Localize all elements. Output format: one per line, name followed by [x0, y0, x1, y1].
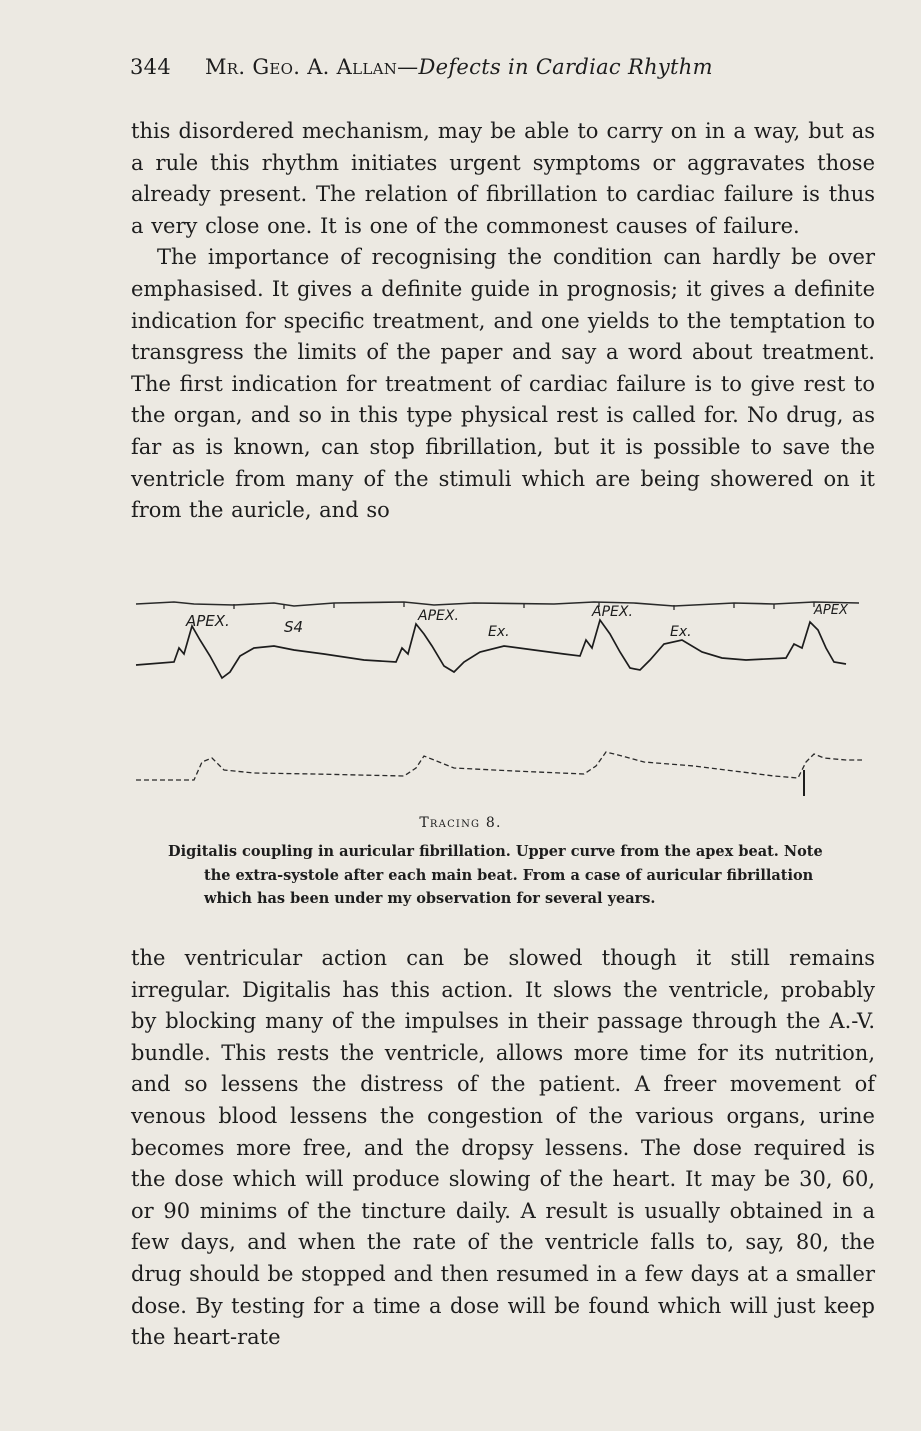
venous-curve	[136, 752, 862, 780]
body-text-top	[131, 116, 875, 527]
header-author: Mr. Geo. A. Allan	[204, 55, 398, 79]
tracing-annotation: S4	[284, 618, 304, 636]
header-title: Defects in Cardiac Rhythm	[418, 55, 713, 79]
figure-caption-text: Digitalis coupling in auricular fibrillation. Upper curve from the apex beat. Note the extra-systole after each main beat. From a case of auricular fibrillation which has been under my observation for several years.	[168, 843, 823, 907]
running-head	[130, 55, 890, 79]
paragraph: this disordered mechanism, may be able to carry on in a way, but as a rule this rhythm initiates urgent symptoms or aggravates those already present. The relation of fibrillation to cardiac failure is thus a very close one. It is one of the commonest causes of failure.	[131, 119, 875, 238]
time-marker-line	[136, 602, 859, 606]
tracing-annotation: Ex.	[488, 624, 510, 640]
figure-caption	[168, 840, 842, 911]
paragraph: the ventricular action can be slowed though it still remains irregular. Digitalis has this action. It slows the ventricle, probably by blocking many of the impulses in their passage through the A.-V. bundle. This rests the ventricle, allows more time for its nutrition, and so lessens the distress of the patient. A freer movement of venous blood lessens the congestion of the various organs, urine becomes more free, and the dropsy lessens. The dose required is the dose which will produce slowing of the heart. It may be 30, 60, or 90 minims of the tincture daily. A result is usually obtained in a few days, and when the rate of the ventricle falls to, say, 80, the drug should be stopped and then resumed in a few days at a smaller dose. By testing for a time a dose will be found which will just keep the heart-rate	[131, 946, 875, 1350]
tracing-annotation: Ex.	[670, 624, 692, 640]
tracing-8-figure	[134, 590, 874, 810]
paragraph: The importance of recognising the condition can hardly be over emphasised. It gives a definite guide in prognosis; it gives a definite indication for specific treatment, and one yields to the temptation to transgress the limits of the paper and say a word about treatment. The first indication for treatment of cardiac failure is to give rest to the organ, and so in this type physical rest is called for. No drug, as far as is known, can stop fibrillation, but it is possible to save the ventricle from many of the stimuli which are being showered on it from the auricle, and so	[131, 245, 875, 523]
tracing-annotation: APEX.	[418, 608, 459, 624]
body-text-bottom	[131, 943, 875, 1354]
header-separator: —	[397, 55, 419, 79]
page-number: 344	[130, 55, 171, 79]
tracing-annotation: APEX.	[186, 612, 230, 630]
tracing-annotation: APEX.	[592, 604, 633, 620]
figure-caption-title: Tracing 8.	[419, 815, 502, 831]
tracing-annotation: APEX	[814, 603, 848, 618]
